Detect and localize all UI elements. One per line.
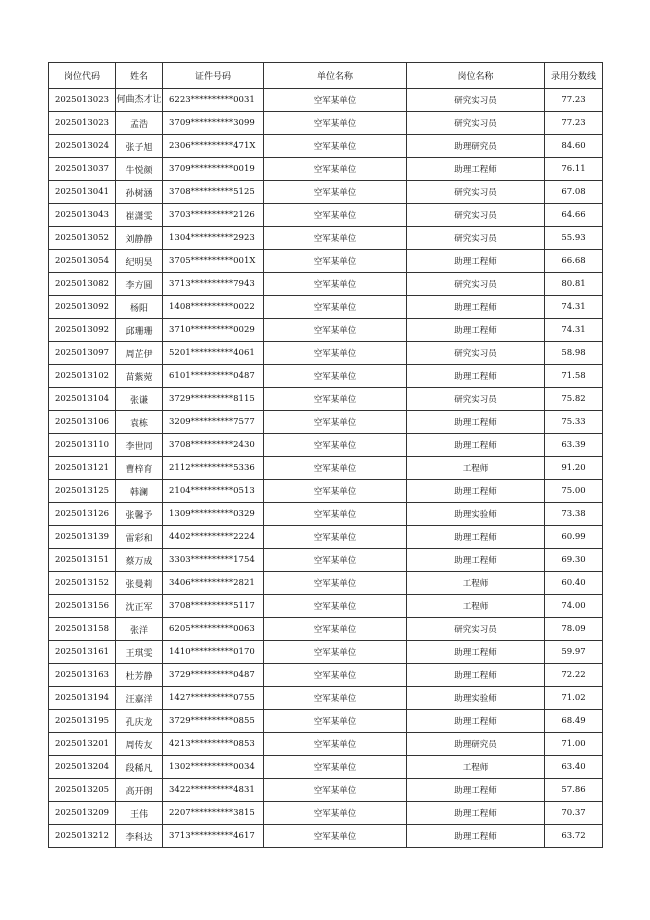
table-row (49, 572, 603, 595)
cell-name: 何曲杰才让 (116, 89, 163, 112)
cell-score-line: 63.72 (545, 825, 603, 848)
cell-score-line: 71.00 (545, 733, 603, 756)
cell-position-code: 2025013125 (49, 480, 116, 503)
header-id-number: 证件号码 (163, 63, 264, 89)
cell-id-number: 3729**********0487 (163, 664, 264, 687)
cell-position-name: 工程师 (407, 457, 545, 480)
cell-id-number: 3709**********3099 (163, 112, 264, 135)
table-row (49, 664, 603, 687)
cell-id-number: 2104**********0513 (163, 480, 264, 503)
cell-name: 牛悦颜 (116, 158, 163, 181)
cell-id-number: 3713**********4617 (163, 825, 264, 848)
cell-score-line: 57.86 (545, 779, 603, 802)
cell-score-line: 77.23 (545, 112, 603, 135)
cell-id-number: 2112**********5336 (163, 457, 264, 480)
cell-position-name: 工程师 (407, 756, 545, 779)
table-row (49, 227, 603, 250)
cell-position-name: 助理工程师 (407, 411, 545, 434)
cell-unit-name: 空军某单位 (264, 733, 407, 756)
table-row (49, 526, 603, 549)
table-row (49, 112, 603, 135)
cell-name: 孟浩 (116, 112, 163, 135)
table-row (49, 342, 603, 365)
cell-position-code: 2025013156 (49, 595, 116, 618)
cell-unit-name: 空军某单位 (264, 710, 407, 733)
cell-position-code: 2025013121 (49, 457, 116, 480)
table-row (49, 296, 603, 319)
cell-id-number: 6101**********0487 (163, 365, 264, 388)
cell-score-line: 67.08 (545, 181, 603, 204)
table-row (49, 457, 603, 480)
cell-position-name: 助理工程师 (407, 710, 545, 733)
cell-position-code: 2025013209 (49, 802, 116, 825)
cell-id-number: 3705**********001X (163, 250, 264, 273)
cell-position-name: 助理工程师 (407, 549, 545, 572)
cell-score-line: 71.58 (545, 365, 603, 388)
cell-position-code: 2025013082 (49, 273, 116, 296)
cell-position-name: 助理研究员 (407, 733, 545, 756)
cell-position-code: 2025013205 (49, 779, 116, 802)
cell-position-code: 2025013024 (49, 135, 116, 158)
cell-position-name: 助理工程师 (407, 158, 545, 181)
cell-unit-name: 空军某单位 (264, 480, 407, 503)
cell-unit-name: 空军某单位 (264, 135, 407, 158)
cell-id-number: 3708**********5117 (163, 595, 264, 618)
cell-name: 汪嘉洋 (116, 687, 163, 710)
cell-position-name: 工程师 (407, 572, 545, 595)
cell-unit-name: 空军某单位 (264, 158, 407, 181)
table-row (49, 204, 603, 227)
header-name: 姓名 (116, 63, 163, 89)
cell-score-line: 73.38 (545, 503, 603, 526)
cell-unit-name: 空军某单位 (264, 595, 407, 618)
cell-position-name: 助理工程师 (407, 434, 545, 457)
cell-unit-name: 空军某单位 (264, 434, 407, 457)
cell-id-number: 2207**********3815 (163, 802, 264, 825)
cell-id-number: 1309**********0329 (163, 503, 264, 526)
cell-name: 蔡万成 (116, 549, 163, 572)
cell-id-number: 3729**********0855 (163, 710, 264, 733)
cell-score-line: 75.82 (545, 388, 603, 411)
cell-unit-name: 空军某单位 (264, 319, 407, 342)
cell-position-code: 2025013041 (49, 181, 116, 204)
cell-score-line: 74.00 (545, 595, 603, 618)
cell-id-number: 3708**********5125 (163, 181, 264, 204)
cell-position-code: 2025013195 (49, 710, 116, 733)
table-row (49, 549, 603, 572)
cell-id-number: 6223**********0031 (163, 89, 264, 112)
cell-name: 李世同 (116, 434, 163, 457)
cell-position-code: 2025013194 (49, 687, 116, 710)
cell-score-line: 84.60 (545, 135, 603, 158)
cell-position-code: 2025013204 (49, 756, 116, 779)
cell-score-line: 68.49 (545, 710, 603, 733)
cell-score-line: 60.40 (545, 572, 603, 595)
cell-score-line: 55.93 (545, 227, 603, 250)
cell-position-name: 助理实验师 (407, 687, 545, 710)
cell-name: 张谦 (116, 388, 163, 411)
header-position-code: 岗位代码 (49, 63, 116, 89)
cell-name: 张子旭 (116, 135, 163, 158)
cell-position-name: 研究实习员 (407, 204, 545, 227)
header-score-line: 录用分数线 (545, 63, 603, 89)
cell-name: 段稀凡 (116, 756, 163, 779)
cell-score-line: 76.11 (545, 158, 603, 181)
cell-name: 邱珊珊 (116, 319, 163, 342)
cell-name: 张馨予 (116, 503, 163, 526)
cell-unit-name: 空军某单位 (264, 779, 407, 802)
cell-name: 张洋 (116, 618, 163, 641)
cell-position-name: 工程师 (407, 595, 545, 618)
cell-id-number: 3709**********0019 (163, 158, 264, 181)
cell-position-name: 助理工程师 (407, 480, 545, 503)
cell-name: 苗紫菀 (116, 365, 163, 388)
cell-name: 李方圆 (116, 273, 163, 296)
header-unit-name: 单位名称 (264, 63, 407, 89)
admission-table (48, 62, 603, 848)
table-row (49, 250, 603, 273)
cell-score-line: 71.02 (545, 687, 603, 710)
cell-name: 崔潇雯 (116, 204, 163, 227)
cell-score-line: 60.99 (545, 526, 603, 549)
cell-unit-name: 空军某单位 (264, 181, 407, 204)
cell-position-code: 2025013163 (49, 664, 116, 687)
table-row (49, 503, 603, 526)
cell-unit-name: 空军某单位 (264, 273, 407, 296)
cell-id-number: 1302**********0034 (163, 756, 264, 779)
cell-score-line: 78.09 (545, 618, 603, 641)
cell-position-code: 2025013037 (49, 158, 116, 181)
cell-score-line: 63.40 (545, 756, 603, 779)
cell-name: 孔庆龙 (116, 710, 163, 733)
cell-unit-name: 空军某单位 (264, 112, 407, 135)
table-row (49, 779, 603, 802)
cell-name: 纪明昊 (116, 250, 163, 273)
table-row (49, 595, 603, 618)
table-row (49, 825, 603, 848)
cell-position-name: 研究实习员 (407, 342, 545, 365)
cell-unit-name: 空军某单位 (264, 457, 407, 480)
cell-name: 韩澜 (116, 480, 163, 503)
cell-unit-name: 空军某单位 (264, 250, 407, 273)
cell-position-name: 研究实习员 (407, 273, 545, 296)
table-row (49, 434, 603, 457)
cell-name: 袁栋 (116, 411, 163, 434)
cell-position-code: 2025013212 (49, 825, 116, 848)
table-row (49, 641, 603, 664)
cell-position-name: 助理工程师 (407, 526, 545, 549)
table-row (49, 135, 603, 158)
table-row (49, 733, 603, 756)
cell-unit-name: 空军某单位 (264, 227, 407, 250)
cell-score-line: 74.31 (545, 296, 603, 319)
cell-position-name: 助理工程师 (407, 802, 545, 825)
cell-id-number: 3422**********4831 (163, 779, 264, 802)
cell-position-name: 助理实验师 (407, 503, 545, 526)
cell-score-line: 80.81 (545, 273, 603, 296)
cell-position-name: 研究实习员 (407, 112, 545, 135)
table-row (49, 319, 603, 342)
table-row (49, 618, 603, 641)
cell-score-line: 70.37 (545, 802, 603, 825)
table-row (49, 365, 603, 388)
cell-position-code: 2025013052 (49, 227, 116, 250)
cell-unit-name: 空军某单位 (264, 756, 407, 779)
cell-position-code: 2025013161 (49, 641, 116, 664)
cell-position-code: 2025013152 (49, 572, 116, 595)
cell-unit-name: 空军某单位 (264, 411, 407, 434)
cell-score-line: 58.98 (545, 342, 603, 365)
cell-score-line: 72.22 (545, 664, 603, 687)
table-row (49, 480, 603, 503)
cell-name: 高开朗 (116, 779, 163, 802)
cell-unit-name: 空军某单位 (264, 296, 407, 319)
cell-score-line: 59.97 (545, 641, 603, 664)
cell-unit-name: 空军某单位 (264, 365, 407, 388)
cell-position-code: 2025013097 (49, 342, 116, 365)
cell-name: 刘静静 (116, 227, 163, 250)
cell-position-name: 助理工程师 (407, 296, 545, 319)
header-row (49, 63, 603, 89)
cell-id-number: 3708**********2430 (163, 434, 264, 457)
cell-unit-name: 空军某单位 (264, 526, 407, 549)
table-row (49, 89, 603, 112)
header-position-name: 岗位名称 (407, 63, 545, 89)
cell-position-name: 助理工程师 (407, 825, 545, 848)
cell-name: 王伟 (116, 802, 163, 825)
cell-position-name: 助理工程师 (407, 779, 545, 802)
cell-unit-name: 空军某单位 (264, 503, 407, 526)
cell-score-line: 77.23 (545, 89, 603, 112)
cell-unit-name: 空军某单位 (264, 618, 407, 641)
cell-name: 孙树涵 (116, 181, 163, 204)
cell-name: 李科达 (116, 825, 163, 848)
cell-id-number: 3703**********2126 (163, 204, 264, 227)
cell-id-number: 6205**********0063 (163, 618, 264, 641)
cell-position-name: 研究实习员 (407, 89, 545, 112)
table-row (49, 411, 603, 434)
cell-position-code: 2025013023 (49, 89, 116, 112)
cell-position-code: 2025013092 (49, 296, 116, 319)
cell-score-line: 63.39 (545, 434, 603, 457)
cell-name: 杜芳静 (116, 664, 163, 687)
table-row (49, 710, 603, 733)
cell-name: 曹梓育 (116, 457, 163, 480)
cell-id-number: 4402**********2224 (163, 526, 264, 549)
table-row (49, 802, 603, 825)
cell-id-number: 2306**********471X (163, 135, 264, 158)
cell-id-number: 1408**********0022 (163, 296, 264, 319)
cell-id-number: 3729**********8115 (163, 388, 264, 411)
cell-score-line: 66.68 (545, 250, 603, 273)
cell-name: 张曼莉 (116, 572, 163, 595)
cell-score-line: 74.31 (545, 319, 603, 342)
cell-unit-name: 空军某单位 (264, 687, 407, 710)
cell-id-number: 3710**********0029 (163, 319, 264, 342)
cell-position-code: 2025013126 (49, 503, 116, 526)
cell-position-code: 2025013151 (49, 549, 116, 572)
cell-unit-name: 空军某单位 (264, 342, 407, 365)
cell-unit-name: 空军某单位 (264, 89, 407, 112)
cell-id-number: 1427**********0755 (163, 687, 264, 710)
cell-position-code: 2025013104 (49, 388, 116, 411)
cell-position-code: 2025013139 (49, 526, 116, 549)
cell-position-name: 助理研究员 (407, 135, 545, 158)
cell-position-name: 助理工程师 (407, 319, 545, 342)
cell-score-line: 75.00 (545, 480, 603, 503)
cell-position-code: 2025013201 (49, 733, 116, 756)
cell-score-line: 75.33 (545, 411, 603, 434)
cell-id-number: 5201**********4061 (163, 342, 264, 365)
cell-position-code: 2025013102 (49, 365, 116, 388)
cell-name: 杨阳 (116, 296, 163, 319)
cell-unit-name: 空军某单位 (264, 802, 407, 825)
cell-id-number: 3713**********7943 (163, 273, 264, 296)
cell-position-name: 研究实习员 (407, 618, 545, 641)
cell-name: 周芷伊 (116, 342, 163, 365)
table-row (49, 388, 603, 411)
table-row (49, 158, 603, 181)
cell-unit-name: 空军某单位 (264, 204, 407, 227)
cell-position-code: 2025013023 (49, 112, 116, 135)
cell-id-number: 4213**********0853 (163, 733, 264, 756)
table-row (49, 181, 603, 204)
cell-id-number: 1304**********2923 (163, 227, 264, 250)
table-row (49, 273, 603, 296)
cell-position-name: 助理工程师 (407, 664, 545, 687)
cell-position-code: 2025013158 (49, 618, 116, 641)
table-body (49, 89, 603, 848)
cell-name: 沈正军 (116, 595, 163, 618)
cell-unit-name: 空军某单位 (264, 549, 407, 572)
cell-position-code: 2025013043 (49, 204, 116, 227)
cell-name: 雷彩和 (116, 526, 163, 549)
cell-position-name: 助理工程师 (407, 250, 545, 273)
cell-position-name: 助理工程师 (407, 641, 545, 664)
cell-position-code: 2025013110 (49, 434, 116, 457)
cell-score-line: 64.66 (545, 204, 603, 227)
cell-position-name: 研究实习员 (407, 388, 545, 411)
cell-position-code: 2025013106 (49, 411, 116, 434)
cell-unit-name: 空军某单位 (264, 572, 407, 595)
table-row (49, 756, 603, 779)
cell-id-number: 3209**********7577 (163, 411, 264, 434)
cell-unit-name: 空军某单位 (264, 388, 407, 411)
table-row (49, 687, 603, 710)
cell-unit-name: 空军某单位 (264, 664, 407, 687)
cell-position-code: 2025013092 (49, 319, 116, 342)
cell-name: 周传友 (116, 733, 163, 756)
cell-unit-name: 空军某单位 (264, 825, 407, 848)
cell-id-number: 3303**********1754 (163, 549, 264, 572)
cell-position-name: 助理工程师 (407, 365, 545, 388)
cell-unit-name: 空军某单位 (264, 641, 407, 664)
cell-score-line: 69.30 (545, 549, 603, 572)
cell-score-line: 91.20 (545, 457, 603, 480)
cell-position-code: 2025013054 (49, 250, 116, 273)
cell-position-name: 研究实习员 (407, 227, 545, 250)
cell-id-number: 3406**********2821 (163, 572, 264, 595)
cell-id-number: 1410**********0170 (163, 641, 264, 664)
cell-name: 王琪雯 (116, 641, 163, 664)
cell-position-name: 研究实习员 (407, 181, 545, 204)
